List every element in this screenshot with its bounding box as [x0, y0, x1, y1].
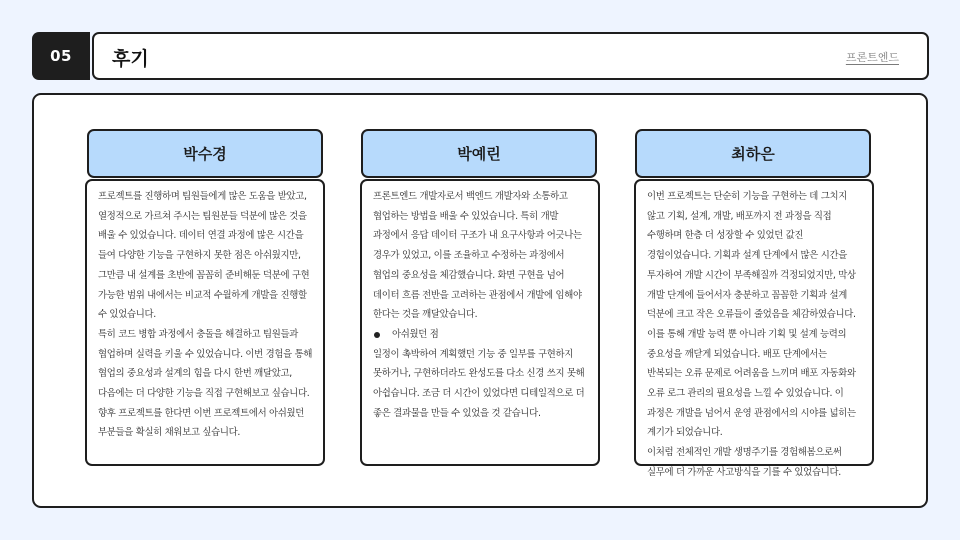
card-paragraph: 이처럼 전체적인 개발 생명주기를 경험해봄으로써 실무에 더 가까운 사고방식을 기를 수 있었습니다.	[647, 447, 842, 478]
card-paragraph: 향후 프로젝트를 한다면 이번 프로젝트에서 아쉬웠던 부분들을 확실히 채워보고 싶습니다.	[98, 407, 305, 439]
card-body-1	[85, 179, 325, 466]
bullet-item	[373, 325, 590, 345]
page-title: 후기	[112, 48, 149, 70]
card-title-2: 박예린	[361, 129, 597, 178]
card-paragraph: 특히 코드 병합 과정에서 충돌을 해결하고 팀원들과 협업하며 실력을 키울 수 있었습니다. 이번 경험을 통해 협업의 중요성과 설계의 힘을 다시 한번 깨달았고, 다음에는 더 다양한 기능을 직접 구현해보고 싶습니다.	[98, 328, 313, 400]
card-body-3	[634, 179, 874, 478]
section-tag: 프론트엔드	[845, 51, 899, 64]
bullet-label: 아쉬웠던 점	[392, 328, 439, 340]
card-paragraph: 일정이 촉박하여 계획했던 기능 중 일부를 구현하지 못하거나, 구현하더라도 완성도를 다소 신경 쓰지 못해 아쉽습니다. 조금 더 시간이 있었다면 디테일적으로 더 좋은 결과물을 만들 수 있었을 것 같습니다.	[373, 348, 585, 419]
card-paragraph: 이번 프로젝트는 단순히 기능을 구현하는 데 그치지 않고 기획, 설계, 개발, 배포까지 전 과정을 직접 수행하며 한층 더 성장할 수 있었던 값진 경험이었습니다. 기획과 설계 단계에서 많은 시간을 투자하여 개발 시간이 부족해질까 걱정되었지만, 막상 개발 단계에 들어서자 충분하고 꼼꼼한 기획과 설계 덕분에 크고 작은 오류들이 줄었음을 체감하였습니다. 이를 통해 개발 능력 뿐 아니라 기획 및 설계 능력의 중요성을 깨닫게 되었습니다. 배포 단계에서는 반복되는 오류 문제로 어려움을 느끼며 배포 자동화와 오류 로그 관리의 필요성을 느낄 수 있었습니다. 이 과정은 개발을 넘어서 운영 관점에서의 시야를 넓히는 계기가 되었습니다.	[647, 191, 856, 439]
card-title-1: 박수경	[87, 129, 323, 178]
section-number-badge: 05	[32, 32, 90, 80]
bullet-dot-icon	[374, 332, 380, 338]
card-paragraph: 프로젝트를 진행하며 팀원들에게 많은 도움을 받았고, 열정적으로 가르쳐 주시는 팀원분들 덕분에 많은 것을 배울 수 있었습니다. 데이터 연결 과정에 많은 시간을 들여 다양한 기능을 구현하지 못한 점은 아쉬웠지만, 그만큼 내 설계를 초반에 꼼꼼히 준비해둔 덕분에 구현 가능한 범위 내에서는 비교적 수월하게 개발을 진행할 수 있었습니다.	[98, 191, 310, 321]
card-paragraph: 프론트엔드 개발자로서 백엔드 개발자와 소통하고 협업하는 방법을 배울 수 있었습니다. 특히 개발 과정에서 응답 데이터 구조가 내 요구사항과 어긋나는 경우가 있었고, 이를 조율하고 수정하는 과정에서 협업의 중요성을 체감했습니다. 화면 구현을 넘어 데이터 흐름 전반을 고려하는 관점에서 개발에 임해야 한다는 것을 깨달았습니다.	[373, 191, 582, 321]
card-body-2	[360, 179, 600, 466]
title-bar	[92, 32, 929, 80]
card-title-3: 최하은	[635, 129, 871, 178]
